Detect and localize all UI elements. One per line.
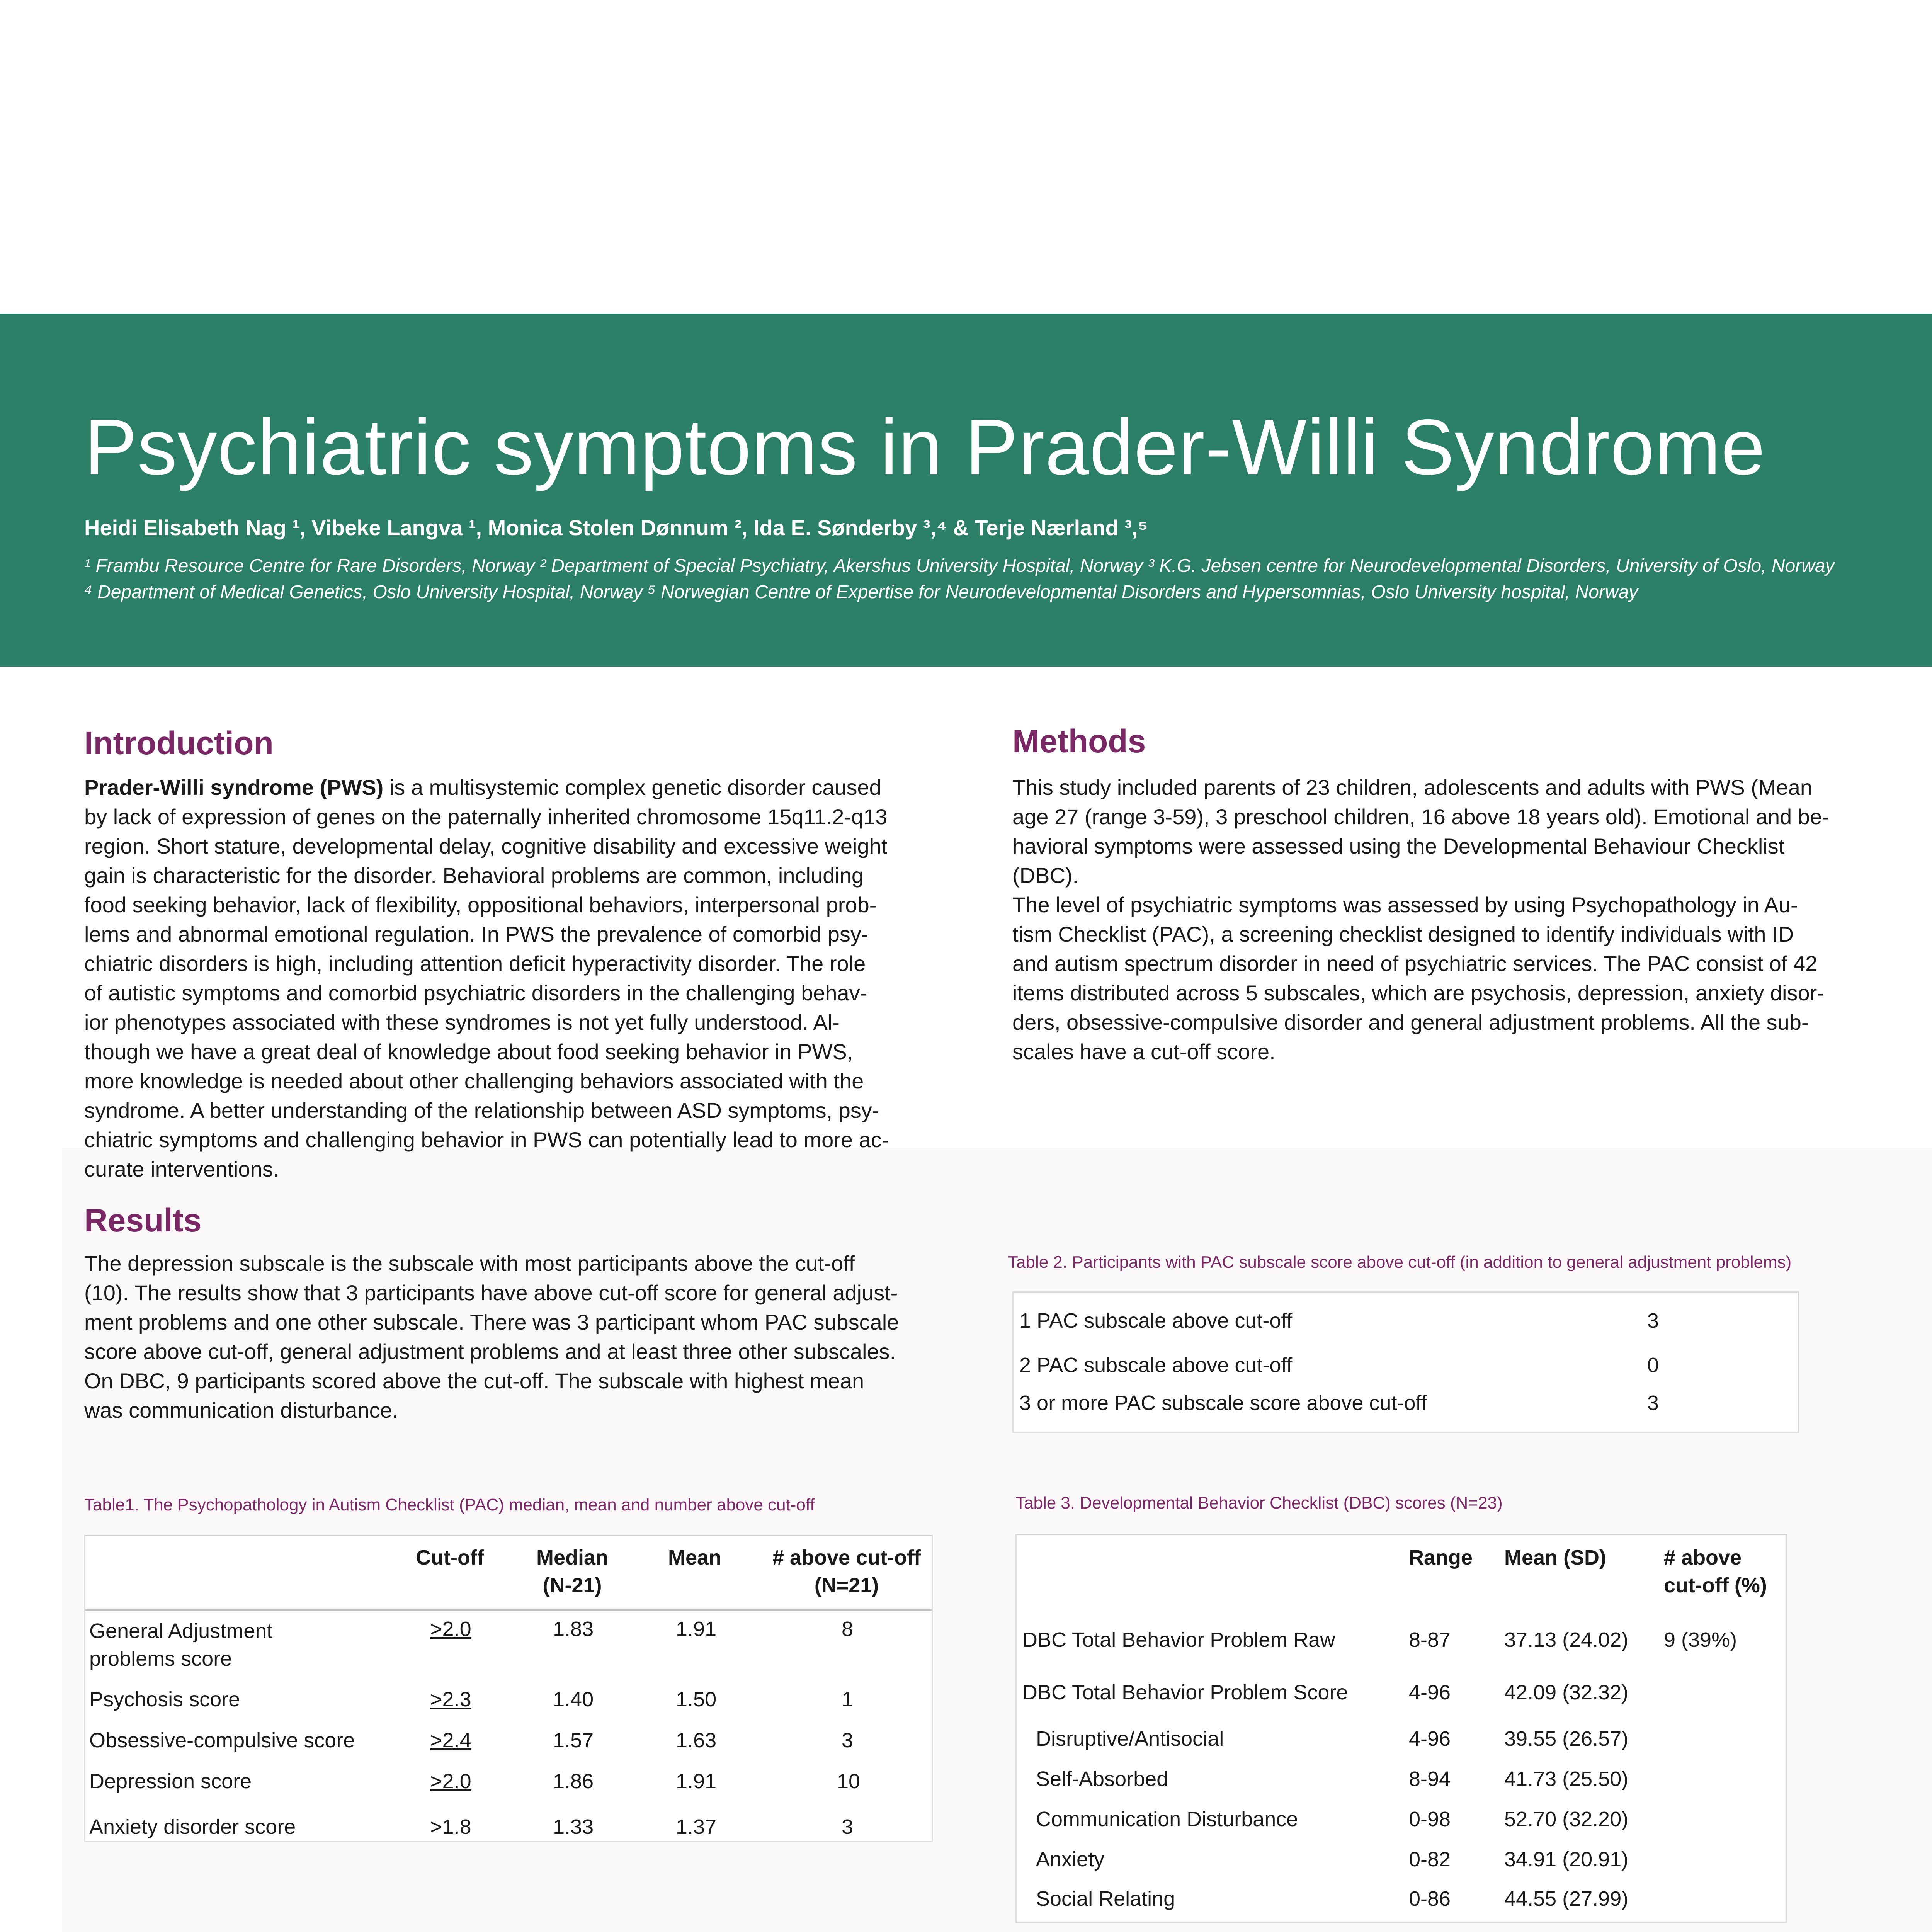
table1-row-median: 1.86	[553, 1770, 594, 1793]
table1-row-cutoff: >2.0	[430, 1770, 471, 1793]
table2-row-value: 0	[1647, 1354, 1659, 1377]
table1-row-mean: 1.91	[676, 1617, 717, 1641]
methods-line: The level of psychiatric symptoms was assessed by using Psychopathology in Au-	[1012, 893, 1798, 917]
results-text	[84, 1249, 973, 1425]
table1-row-median: 1.83	[553, 1617, 594, 1641]
table3-row-range: 0-86	[1409, 1887, 1451, 1910]
table2	[1012, 1291, 1799, 1433]
table3-row-label: Self-Absorbed	[1036, 1767, 1168, 1791]
table2-row-label: 3 or more PAC subscale score above cut-off	[1019, 1391, 1427, 1415]
table3-row-range: 0-98	[1409, 1808, 1451, 1831]
affiliations-line-1: ¹ Frambu Resource Centre for Rare Disorders, Norway ² Department of Special Psychiatry, Akershus University Hospital, Norway ³ K.G. Jebsen centre for Neurodevelopmental Disorders, University of Oslo, Norway	[84, 556, 1835, 576]
table2-row-value: 3	[1647, 1309, 1659, 1332]
table1-header-cutoff: Cut-off	[416, 1546, 484, 1569]
results-line: ment problems and one other subscale. There was 3 participant whom PAC subscale	[84, 1310, 899, 1334]
results-line: was communication disturbance.	[84, 1398, 398, 1422]
table1-row-above: 10	[837, 1770, 861, 1793]
table1-row-above: 8	[842, 1617, 854, 1641]
authors: Heidi Elisabeth Nag ¹, Vibeke Langva ¹, Monica Stolen Dønnum ², Ida E. Sønderby ³,⁴ & Terje Nærland ³,⁵	[84, 515, 1148, 540]
pws-bold-lead: Prader-Willi syndrome (PWS)	[84, 775, 384, 799]
introduction-line: gain is characteristic for the disorder. Behavioral problems are common, including	[84, 863, 864, 888]
table1-row-median: 1.40	[553, 1688, 594, 1711]
introduction-line: chiatric symptoms and challenging behavior in PWS can potentially lead to more ac-	[84, 1128, 889, 1152]
table1-row-label: Psychosis score	[89, 1688, 240, 1711]
methods-line: (DBC).	[1012, 863, 1079, 888]
table1-caption: Table1. The Psychopathology in Autism Checklist (PAC) median, mean and number above cut-off	[84, 1495, 815, 1514]
table2-caption: Table 2. Participants with PAC subscale score above cut-off (in addition to general adjustment problems)	[1008, 1253, 1792, 1272]
table1-row-cutoff: >1.8	[430, 1815, 471, 1838]
introduction-line-1: Prader-Willi syndrome (PWS) is a multisystemic complex genetic disorder caused	[84, 775, 881, 799]
table3-header-range: Range	[1409, 1546, 1473, 1569]
methods-line: This study included parents of 23 children, adolescents and adults with PWS (Mean	[1012, 775, 1813, 799]
introduction-line: curate interventions.	[84, 1157, 279, 1181]
table3-row-range: 4-96	[1409, 1727, 1451, 1750]
table1-row-label: Depression score	[89, 1770, 252, 1793]
methods-heading: Methods	[1012, 723, 1146, 759]
affiliations-line-2: ⁴ Department of Medical Genetics, Oslo University Hospital, Norway ⁵ Norwegian Centre of Expertise for Neurodevelopmental Disorders and Hypersomnias, Oslo University hospital, Norway	[84, 582, 1638, 602]
results-line: score above cut-off, general adjustment problems and at least three other subscales.	[84, 1339, 896, 1364]
methods-line: ders, obsessive-compulsive disorder and general adjustment problems. All the sub-	[1012, 1010, 1809, 1034]
table3-row-label: Anxiety	[1036, 1848, 1105, 1871]
introduction-line: more knowledge is needed about other challenging behaviors associated with the	[84, 1069, 864, 1093]
introduction-line: lems and abnormal emotional regulation. In PWS the prevalence of comorbid psy-	[84, 922, 869, 946]
table1-row-cutoff: >2.0	[430, 1617, 471, 1641]
table3-row-label: DBC Total Behavior Problem Raw	[1022, 1628, 1335, 1651]
methods-line: age 27 (range 3-59), 3 preschool children, 16 above 18 years old). Emotional and be-	[1012, 804, 1829, 829]
table1-row-mean: 1.63	[676, 1729, 717, 1752]
methods-text	[1012, 773, 1901, 1066]
table3-row-label: DBC Total Behavior Problem Score	[1022, 1681, 1348, 1704]
table3-row-mean: 39.55 (26.57)	[1504, 1727, 1629, 1750]
table3-row-range: 0-82	[1409, 1848, 1451, 1871]
table1-header-above: # above cut-off (N=21)	[772, 1546, 921, 1597]
table1-row-mean: 1.50	[676, 1688, 717, 1711]
table1-row-label: Anxiety disorder score	[89, 1815, 296, 1838]
table1-row-label: General Adjustment problems score	[89, 1619, 273, 1670]
table1-row-median: 1.33	[553, 1815, 594, 1838]
table3-row-label: Disruptive/Antisocial	[1036, 1727, 1224, 1750]
table2-row-label: 1 PAC subscale above cut-off	[1019, 1309, 1293, 1332]
table1-row-above: 3	[842, 1729, 854, 1752]
results-line: On DBC, 9 participants scored above the cut-off. The subscale with highest mean	[84, 1369, 864, 1393]
introduction-line: syndrome. A better understanding of the relationship between ASD symptoms, psy-	[84, 1098, 879, 1122]
table3-row-mean: 37.13 (24.02)	[1504, 1628, 1629, 1651]
methods-line: tism Checklist (PAC), a screening checklist designed to identify individuals with ID	[1012, 922, 1794, 946]
results-heading: Results	[84, 1202, 202, 1238]
methods-line: items distributed across 5 subscales, which are psychosis, depression, anxiety disor-	[1012, 981, 1824, 1005]
table3-row-range: 8-87	[1409, 1628, 1451, 1651]
table3-row-mean: 41.73 (25.50)	[1504, 1767, 1629, 1791]
table2-row-label: 2 PAC subscale above cut-off	[1019, 1354, 1293, 1377]
poster-title: Psychiatric symptoms in Prader-Willi Syndrome	[84, 403, 1766, 492]
table1	[84, 1535, 933, 1842]
table1-row-median: 1.57	[553, 1729, 594, 1752]
methods-line: and autism spectrum disorder in need of psychiatric services. The PAC consist of 42	[1012, 951, 1818, 976]
introduction-line: region. Short stature, developmental delay, cognitive disability and excessive weight	[84, 834, 888, 858]
table3-caption: Table 3. Developmental Behavior Checklist (DBC) scores (N=23)	[1015, 1493, 1503, 1512]
table1-header-rule	[85, 1609, 932, 1611]
table1-row-mean: 1.91	[676, 1770, 717, 1793]
table3-header-mean: Mean (SD)	[1504, 1546, 1607, 1569]
introduction-line: by lack of expression of genes on the paternally inherited chromosome 15q11.2-q13	[84, 804, 888, 829]
table3-row-label: Communication Disturbance	[1036, 1808, 1298, 1831]
methods-line: havioral symptoms were assessed using the Developmental Behaviour Checklist	[1012, 834, 1785, 858]
table3	[1015, 1534, 1787, 1923]
introduction-line: food seeking behavior, lack of flexibility, oppositional behaviors, interpersonal prob-	[84, 893, 877, 917]
table3-row-mean: 34.91 (20.91)	[1504, 1848, 1629, 1871]
results-line: (10). The results show that 3 participants have above cut-off score for general adjust-	[84, 1281, 898, 1305]
table2-row-value: 3	[1647, 1391, 1659, 1415]
table3-header-above: # above cut-off (%)	[1664, 1546, 1767, 1597]
introduction-text	[84, 773, 957, 1184]
table1-row-above: 3	[842, 1815, 854, 1838]
table1-row-mean: 1.37	[676, 1815, 717, 1838]
table1-row-above: 1	[842, 1688, 854, 1711]
results-line: The depression subscale is the subscale with most participants above the cut-off	[84, 1251, 855, 1276]
table1-row-label: Obsessive-compulsive score	[89, 1729, 355, 1752]
introduction-line: of autistic symptoms and comorbid psychiatric disorders in the challenging behav-	[84, 981, 867, 1005]
table1-row-cutoff: >2.3	[430, 1688, 471, 1711]
introduction-line: chiatric disorders is high, including attention deficit hyperactivity disorder. The role	[84, 951, 866, 976]
introduction-heading: Introduction	[84, 725, 274, 761]
table3-row-mean: 52.70 (32.20)	[1504, 1808, 1629, 1831]
table3-row-label: Social Relating	[1036, 1887, 1175, 1910]
table1-header-median: Median (N-21)	[536, 1546, 609, 1597]
table3-row-mean: 42.09 (32.32)	[1504, 1681, 1629, 1704]
methods-line: scales have a cut-off score.	[1012, 1039, 1276, 1064]
introduction-line: though we have a great deal of knowledge about food seeking behavior in PWS,	[84, 1039, 853, 1064]
table1-header-mean: Mean	[668, 1546, 722, 1569]
table3-row-mean: 44.55 (27.99)	[1504, 1887, 1629, 1910]
table3-row-range: 4-96	[1409, 1681, 1451, 1704]
table1-row-cutoff: >2.4	[430, 1729, 471, 1752]
introduction-line: ior phenotypes associated with these syndromes is not yet fully understood. Al-	[84, 1010, 840, 1034]
table3-row-above: 9 (39%)	[1664, 1628, 1737, 1651]
table3-row-range: 8-94	[1409, 1767, 1451, 1791]
